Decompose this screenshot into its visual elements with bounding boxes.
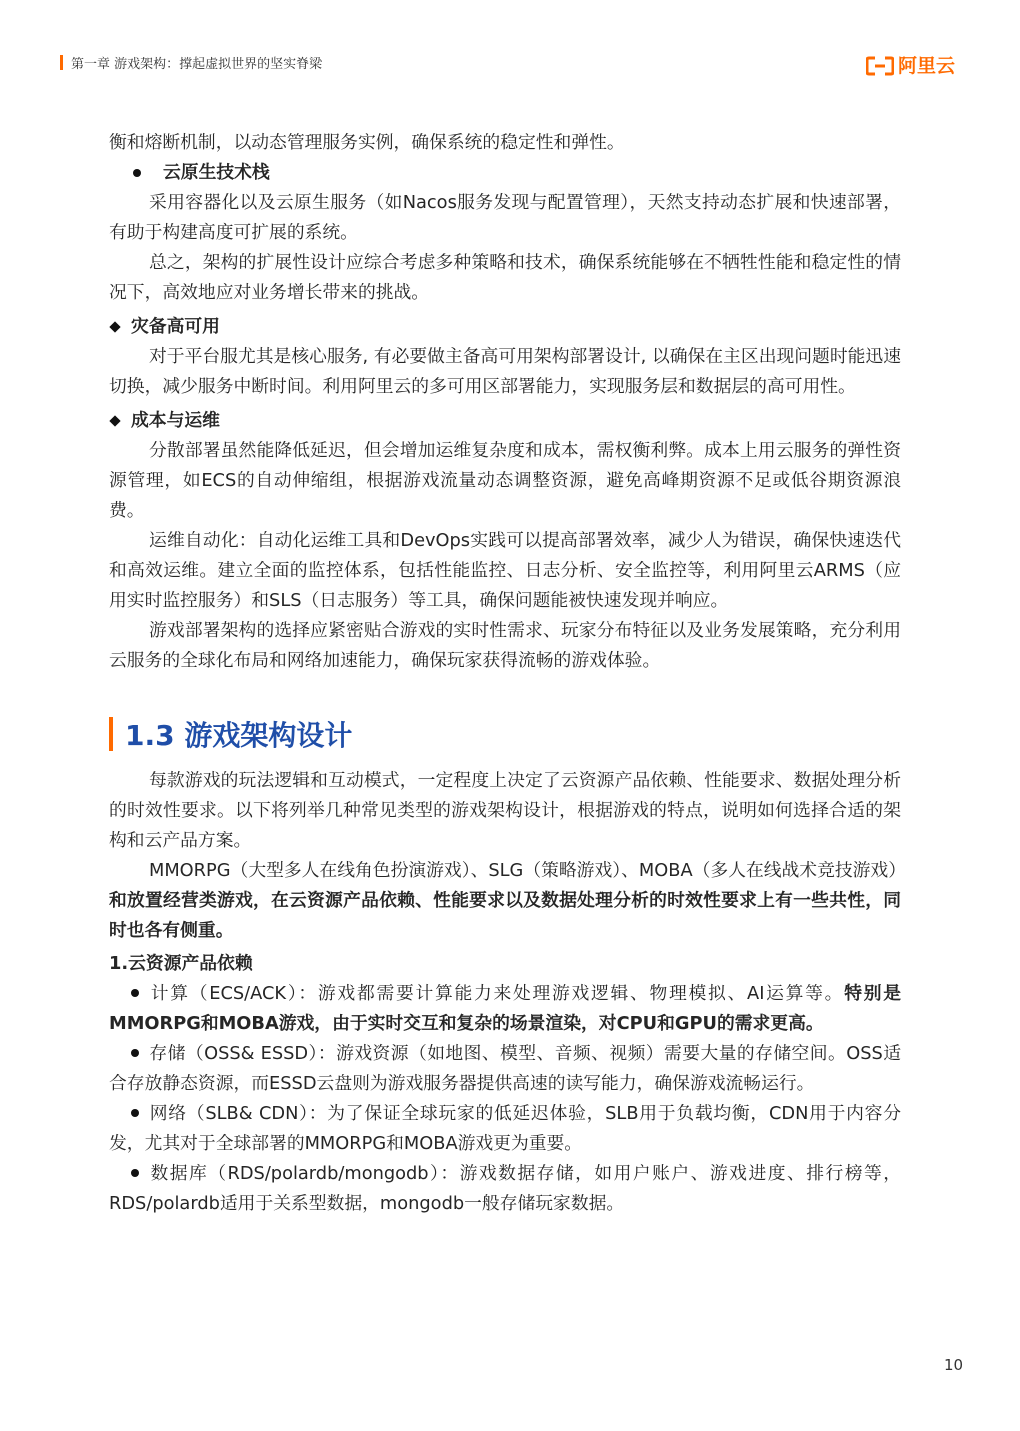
list-item-storage [109, 1039, 901, 1099]
cost-paragraph-2: 运维自动化：自动化运维工具和DevOps实践可以提高部署效率，减少人为错误，确保快速迭代和高效运维。建立全面的监控体系，包括性能监控、日志分析、安全监控等，利用阿里云ARMS（应用实时监控服务）和SLS（日志服务）等工具，确保问题能被快速发现并响应。 [109, 530, 901, 611]
diamond-bullet-icon [109, 415, 120, 426]
bullet-heading-cloud-native [109, 158, 901, 188]
cloud-native-text: 采用容器化以及云原生服务（如Nacos服务发现与配置管理），天然支持动态扩展和快速部署，有助于构建高度可扩展的系统。 [109, 192, 901, 243]
cost-paragraph-3: 游戏部署架构的选择应紧密贴合游戏的实时性需求、玩家分布特征以及业务发展策略，充分利用云服务的全球化布局和网络加速能力，确保玩家获得流畅的游戏体验。 [109, 620, 901, 671]
section-p2-normal: MMORPG（大型多人在线角色扮演游戏）、SLG（策略游戏）、MOBA（多人在线战术竞技游戏） [149, 860, 906, 881]
page-content [109, 128, 906, 1219]
section-paragraph-1: 每款游戏的玩法逻辑和互动模式，一定程度上决定了云资源产品依赖、性能要求、数据处理分析的时效性要求。以下将列举几种常见类型的游戏架构设计，根据游戏的特点，说明如何选择合适的架构和云产品方案。 [109, 770, 901, 851]
compute-bold: 特别是MMORPG和MOBA游戏，由于实时交互和复杂的场景渲染，对CPU和GPU的需求更高。 [109, 983, 901, 1034]
dr-title: 灾备高可用 [131, 316, 220, 337]
list-item-compute [109, 979, 901, 1039]
chapter-title: 第一章 游戏架构：撑起虚拟世界的坚实脊梁 [71, 57, 323, 72]
bullet-dot-icon [131, 1109, 139, 1117]
aliyun-logo [866, 54, 955, 78]
cost-paragraph-1: 分散部署虽然能降低延迟，但会增加运维复杂度和成本，需权衡利弊。成本上用云服务的弹性资源管理，如ECS的自动伸缩组，根据游戏流量动态调整资源，避免高峰期资源不足或低谷期资源浪费。 [109, 440, 901, 521]
aliyun-logo-icon [866, 56, 894, 76]
bullet-dot-icon [131, 989, 139, 997]
section-p2-bold: 和放置经营类游戏，在云资源产品依赖、性能要求以及数据处理分析的时效性要求上有一些共性，同时也各有侧重。 [109, 890, 901, 941]
summary-paragraph: 总之，架构的扩展性设计应综合考虑多种策略和技术，确保系统能够在不牺牲性能和稳定性的情况下，高效地应对业务增长带来的挑战。 [109, 252, 901, 303]
logo-text: 阿里云 [898, 55, 956, 77]
section-heading [109, 712, 901, 756]
list-item-database [109, 1159, 901, 1219]
header-accent-bar [60, 55, 63, 70]
compute-normal: 计算（ECS/ACK）：游戏都需要计算能力来处理游戏逻辑、物理模拟、AI运算等。 [149, 983, 845, 1004]
section-paragraph-2 [109, 856, 906, 946]
subheading-cloud-dependency: 1.云资源产品依赖 [109, 953, 253, 974]
storage-text: 存储（OSS& ESSD）：游戏资源（如地图、模型、音频、视频）需要大量的存储空间。OSS适合存放静态资源，而ESSD云盘则为游戏服务器提供高速的读写能力，确保游戏流畅运行。 [109, 1043, 901, 1094]
network-text: 网络（SLB& CDN）：为了保证全球玩家的低延迟体验，SLB用于负载均衡，CDN用于内容分发，尤其对于全球部署的MMORPG和MOBA游戏更为重要。 [109, 1103, 901, 1154]
section-title: 1.3 游戏架构设计 [125, 719, 353, 752]
diamond-bullet-icon [109, 321, 120, 332]
cloud-native-title: 云原生技术栈 [163, 162, 270, 183]
heading-cost-ops [109, 406, 901, 436]
page-number: 10 [944, 1356, 964, 1374]
section-accent-bar [109, 717, 113, 751]
cost-title: 成本与运维 [131, 410, 220, 431]
bullet-dot-icon [133, 169, 141, 177]
bullet-dot-icon [131, 1049, 139, 1057]
page-header [0, 0, 1020, 90]
heading-disaster-recovery [109, 312, 901, 342]
paragraph-continued: 衡和熔断机制，以动态管理服务实例，确保系统的稳定性和弹性。 [109, 132, 625, 153]
list-item-network [109, 1099, 901, 1159]
bullet-dot-icon [131, 1169, 139, 1177]
database-text: 数据库（RDS/polardb/mongodb）：游戏数据存储，如用户账户、游戏进度、排行榜等，RDS/polardb适用于关系型数据，mongodb一般存储玩家数据。 [109, 1163, 901, 1214]
dr-text: 对于平台服尤其是核心服务, 有必要做主备高可用架构部署设计, 以确保在主区出现问题时能迅速切换，减少服务中断时间。利用阿里云的多可用区部署能力，实现服务层和数据层的高可用性。 [109, 346, 901, 397]
